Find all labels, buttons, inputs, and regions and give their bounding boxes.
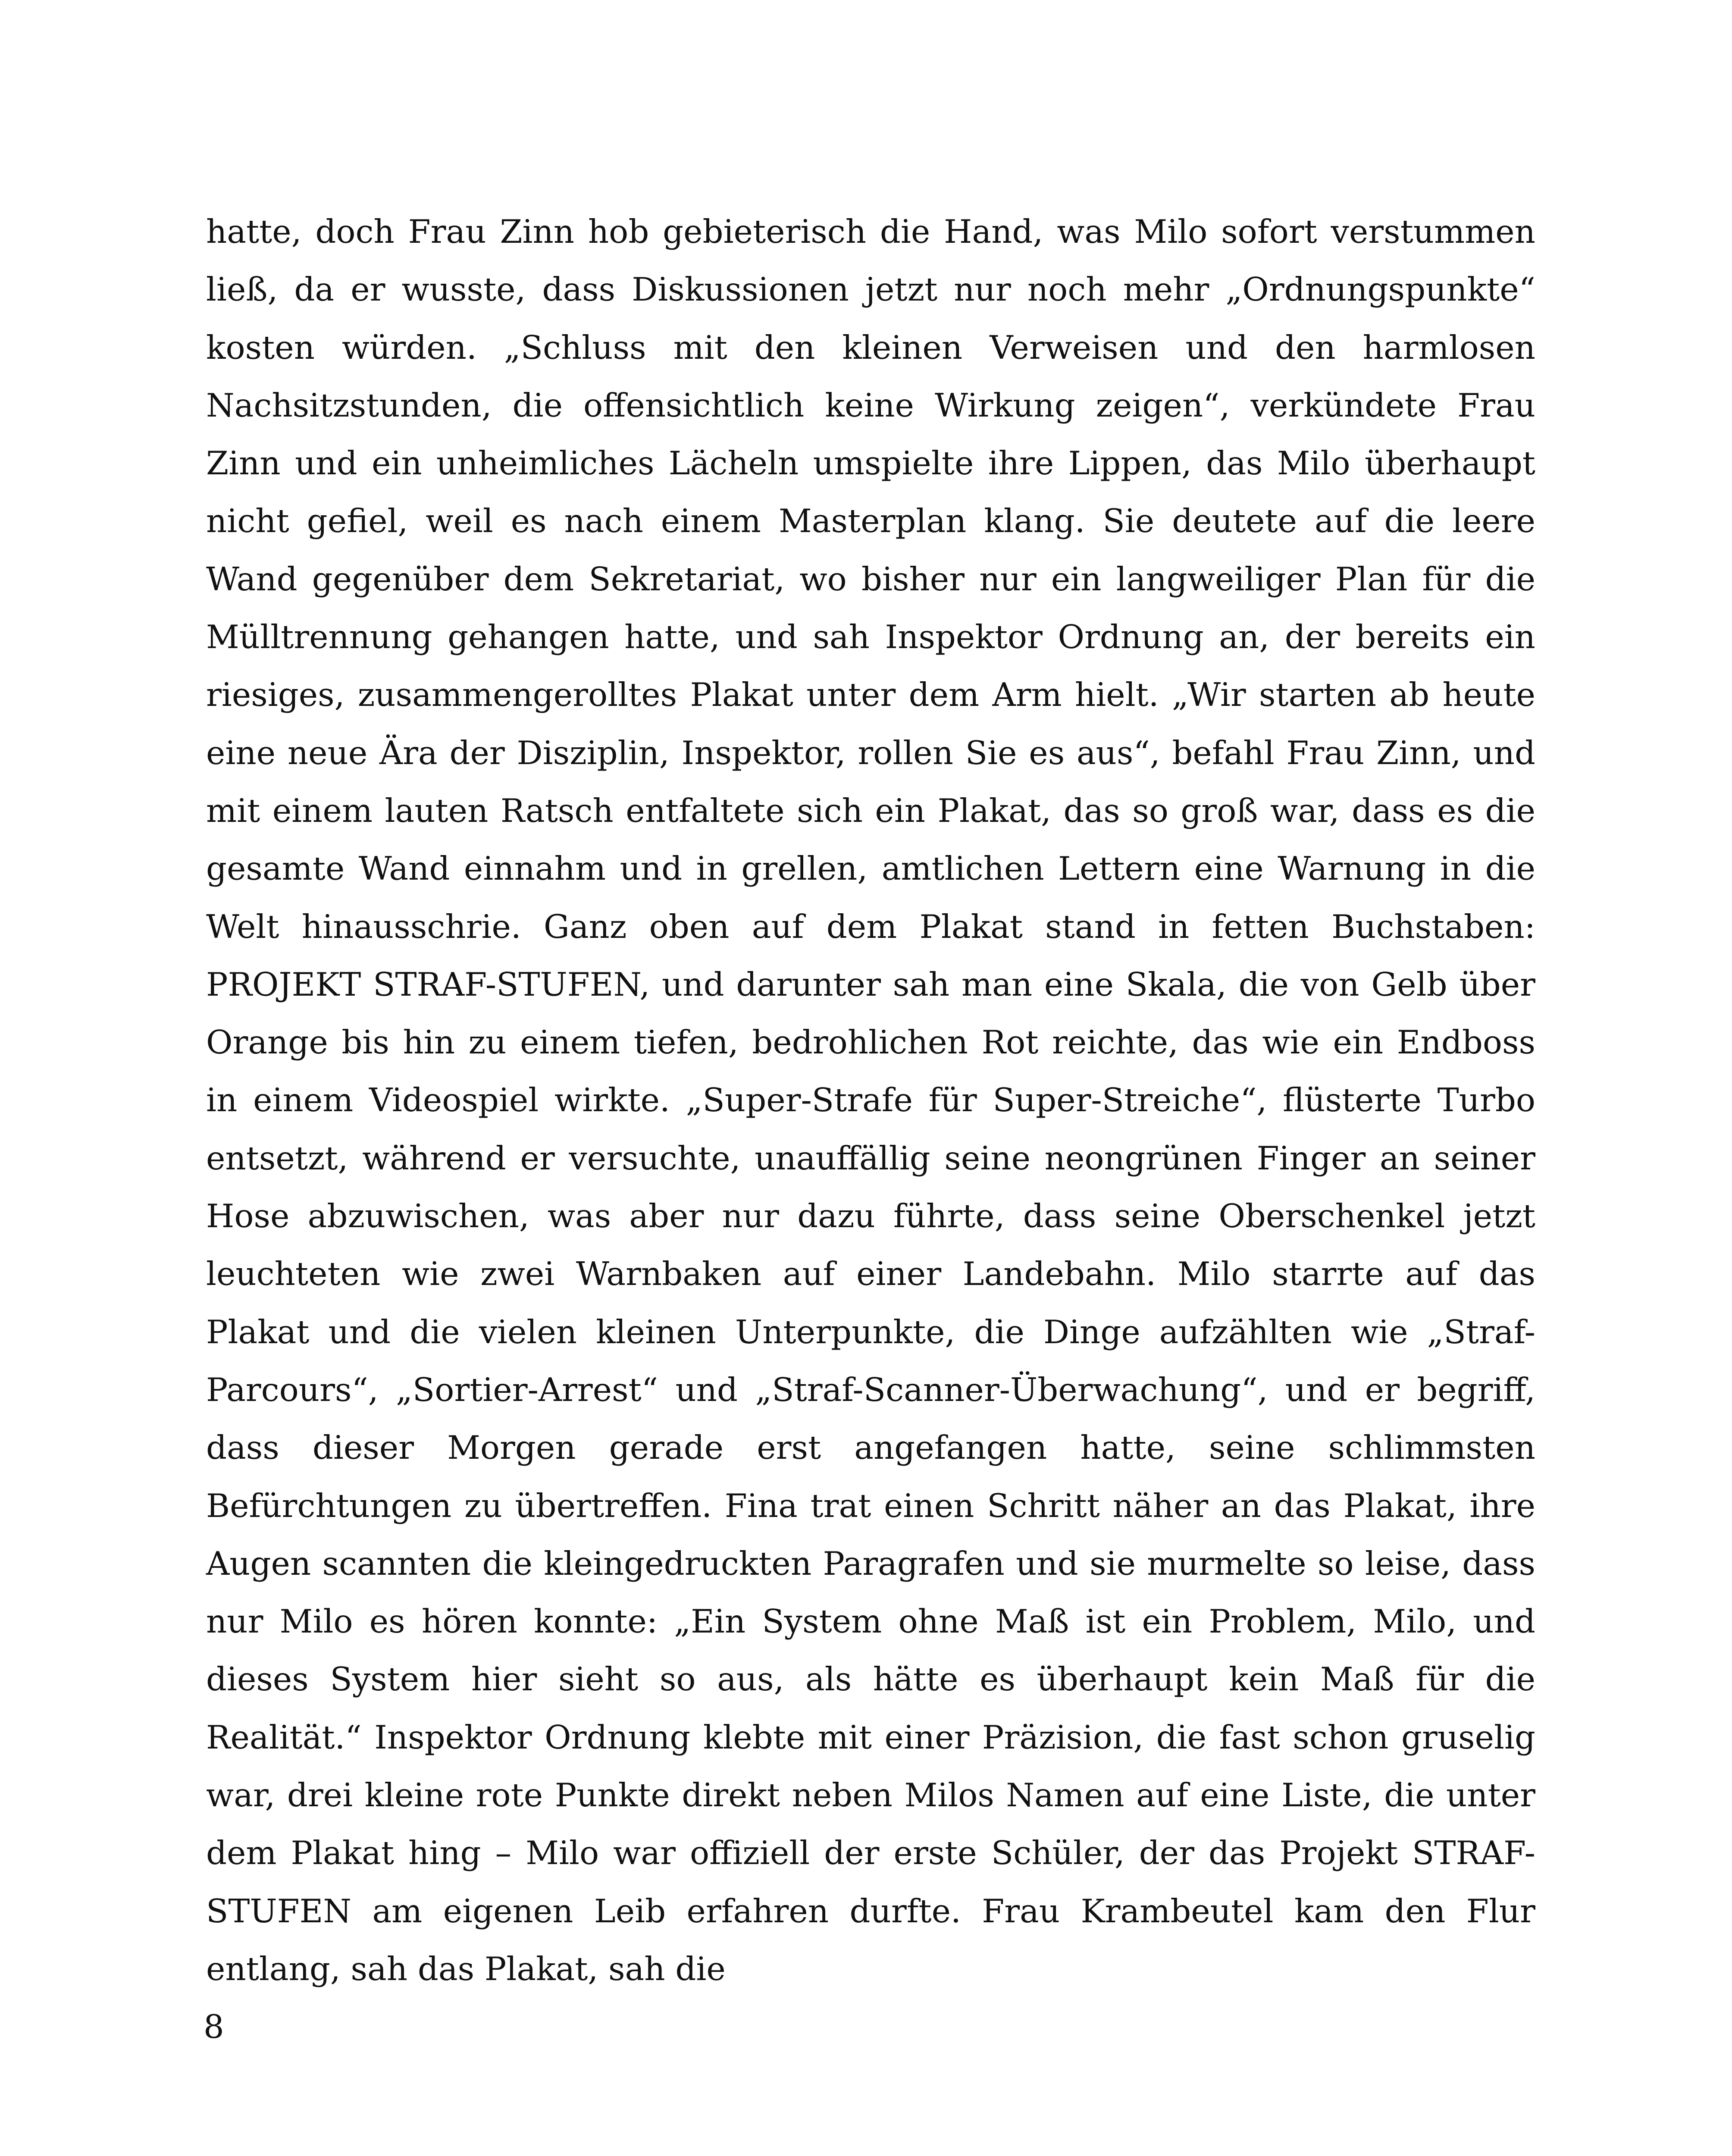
page-number: 8 [204, 2008, 224, 2046]
body-paragraph: hatte, doch Frau Zinn hob gebieterisch die Hand, was Milo sofort verstummen ließ, da er wusste, dass Diskussionen jetzt nur noch mehr „Ordnungspunkte“ kosten würden. „Schluss mit den kleinen Verweisen und den harmlosen Nachsitzstunden, die offensichtlich keine Wirkung zeigen“, verkündete Frau Zinn und ein unheimliches Lächeln umspielte ihre Lippen, das Milo überhaupt nicht gefiel, weil es nach einem Masterplan klang. Sie deutete auf die leere Wand gegenüber dem Sekretariat, wo bisher nur ein langweiliger Plan für die Mülltrennung gehangen hatte, und sah Inspektor Ordnung an, der bereits ein riesiges, zusammengerolltes Plakat unter dem Arm hielt. „Wir starten ab heute eine neue Ära der Disziplin, Inspektor, rollen Sie es aus“, befahl Frau Zinn, und mit einem lauten Ratsch entfaltete sich ein Plakat, das so groß war, dass es die gesamte Wand einnahm und in grellen, amtlichen Lettern eine Warnung in die Welt hinausschrie. Ganz oben auf dem Plakat stand in fetten Buchstaben: PROJEKT STRAF-STUFEN, und darunter sah man eine Skala, die von Gelb über Orange bis hin zu einem tiefen, bedrohlichen Rot reichte, das wie ein Endboss in einem Videospiel wirkte. „Super-Strafe für Super-Streiche“, flüsterte Turbo entsetzt, während er versuchte, unauffällig seine neongrünen Finger an seiner Hose abzuwischen, was aber nur dazu führte, dass seine Oberschenkel jetzt leuchteten wie zwei Warnbaken auf einer Landebahn. Milo starrte auf das Plakat und die vielen kleinen Unterpunkte, die Dinge aufzählten wie „Straf-Parcours“, „Sortier-Arrest“ und „Straf-Scanner-Überwachung“, und er begriff, dass dieser Morgen gerade erst angefangen hatte, seine schlimmsten Befürchtungen zu übertreffen. Fina trat einen Schritt näher an das Plakat, ihre Augen scannten die kleingedruckten Paragrafen und sie murmelte so leise, dass nur Milo es hören konnte: „Ein System ohne Maß ist ein Problem, Milo, und dieses System hier sieht so aus, als hätte es überhaupt kein Maß für die Realität.“ Inspektor Ordnung klebte mit einer Präzision, die fast schon gruselig war, drei kleine rote Punkte direkt neben Milos Namen auf eine Liste, die unter dem Plakat hing – Milo war offiziell der erste Schüler, der das Projekt STRAF-STUFEN am eigenen Leib erfahren durfte. Frau Krambeutel kam den Flur entlang, sah das Plakat, sah die [206, 213, 1535, 1988]
